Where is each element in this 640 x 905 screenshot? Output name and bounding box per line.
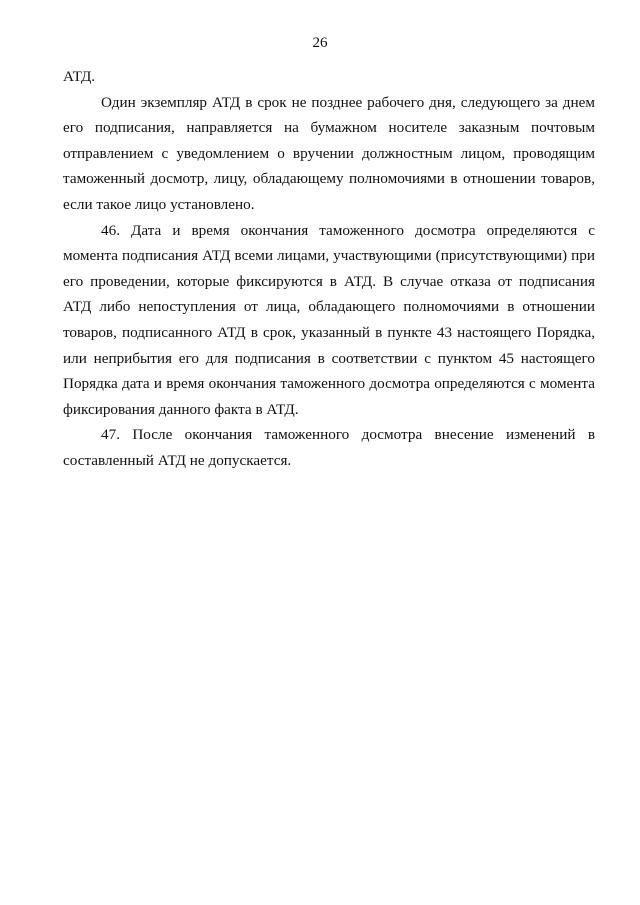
paragraph-46: 46. Дата и время окончания таможенного досмотра определяются с момента подписания АТД всеми лицами, участвующими (присутствующими) при его проведении, которые фиксируются в АТД. В случае отказа от подписания АТД либо непоступления от лица, обладающего полномочиями в отношении товаров, подписанного АТД в срок, указанный в пункте 43 настоящего Порядка, или неприбытия его для подписания в соответствии с пунктом 45 настоящего Порядка дата и время окончания таможенного досмотра определяются с момента фиксирования данного факта в АТД. xyxy=(63,221,595,418)
document-body xyxy=(63,64,595,474)
paragraph-delivery: Один экземпляр АТД в срок не позднее рабочего дня, следующего за днем его подписания, направляется на бумажном носителе заказным почтовым отправлением с уведомлением о вручении должностным лицом, проводящим таможенный досмотр, лицу, обладающему полномочиями в отношении товаров, если такое лицо установлено. xyxy=(63,93,595,213)
paragraph-47: 47. После окончания таможенного досмотра внесение изменений в составленный АТД не допускается. xyxy=(63,426,595,469)
paragraph-continuation: АТД. xyxy=(63,68,96,85)
page-number: 26 xyxy=(312,35,328,51)
